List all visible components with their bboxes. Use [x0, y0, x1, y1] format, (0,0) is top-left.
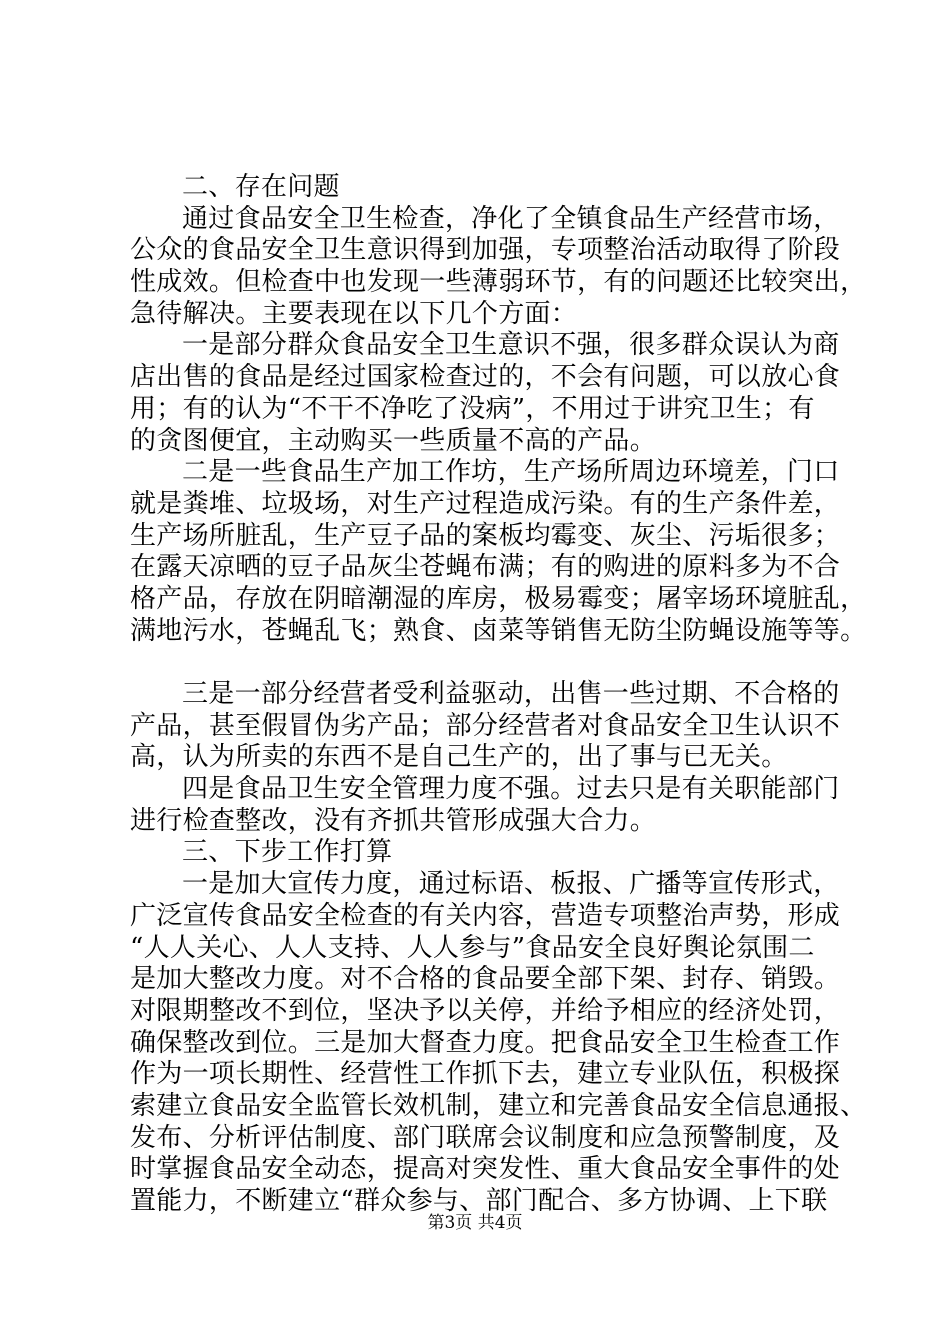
paragraph-line: 发布、分析评估制度、部门联席会议制度和应急预警制度，及 [130, 1122, 841, 1153]
paragraph-line: 进行检查整改，没有齐抓共管形成强大合力。 [130, 805, 657, 836]
paragraph-line: 急待解决。主要表现在以下几个方面： [130, 298, 578, 329]
paragraph-line: 就是粪堆、垃圾场，对生产过程造成污染。有的生产条件差， [130, 488, 841, 519]
paragraph-line: 格产品，存放在阴暗潮湿的库房，极易霉变；屠宰场环境脏乱， [130, 583, 867, 614]
paragraph-line: 通过食品安全卫生检查，净化了全镇食品生产经营市场， [182, 203, 840, 234]
paragraph-line: 作为一项长期性、经营性工作抓下去，建立专业队伍，积极探 [130, 1059, 841, 1090]
paragraph-line: 一是加大宣传力度，通过标语、板报、广播等宣传形式， [182, 869, 840, 900]
paragraph-line: 公众的食品安全卫生意识得到加强，专项整治活动取得了阶段 [130, 235, 841, 266]
paragraph-line: 一是部分群众食品安全卫生意识不强，很多群众误认为商 [182, 330, 840, 361]
paragraph-line: 确保整改到位。三是加大督查力度。把食品安全卫生检查工作 [130, 1027, 841, 1058]
paragraph-line: 广泛宣传食品安全检查的有关内容，营造专项整治声势，形成 [130, 900, 841, 931]
paragraph-line: 产品，甚至假冒伪劣产品；部分经营者对食品安全卫生认识不 [130, 710, 841, 741]
paragraph-line: 对限期整改不到位，坚决予以关停，并给予相应的经济处罚， [130, 995, 841, 1026]
paragraph-line: 的贪图便宜，主动购买一些质量不高的产品。 [130, 425, 657, 456]
section-heading-next-steps: 三、下步工作打算 [182, 837, 393, 868]
section-heading-problems: 二、存在问题 [182, 172, 340, 202]
paragraph-line: 三是一部分经营者受利益驱动，出售一些过期、不合格的 [182, 679, 840, 709]
paragraph-line: 是加大整改力度。对不合格的食品要全部下架、封存、销毁。 [130, 964, 841, 995]
document-body [130, 172, 867, 1218]
paragraph-line: 索建立食品安全监管长效机制，建立和完善食品安全信息通报、 [130, 1090, 867, 1121]
paragraph-line: 四是食品卫生安全管理力度不强。过去只是有关职能部门 [182, 774, 840, 805]
paragraph-line: 高，认为所卖的东西不是自己生产的，出了事与已无关。 [130, 742, 788, 773]
paragraph-line: 满地污水，苍蝇乱飞；熟食、卤菜等销售无防尘防蝇设施等等。 [130, 615, 867, 646]
paragraph-line: 时掌握食品安全动态，提高对突发性、重大食品安全事件的处 [130, 1154, 841, 1185]
paragraph-line: 性成效。但检查中也发现一些薄弱环节，有的问题还比较突出， [130, 267, 867, 298]
paragraph-line: 二是一些食品生产加工作坊，生产场所周边环境差，门口 [182, 457, 840, 488]
paragraph-line: 置能力，不断建立“群众参与、部门配合、多方协调、上下联 [130, 1186, 828, 1216]
paragraph-line: “人人关心、人人支持、人人参与”食品安全良好舆论氛围二 [130, 932, 815, 963]
blank-line [130, 647, 842, 679]
paragraph-line: 生产场所脏乱，生产豆子品的案板均霉变、灰尘、污垢很多； [130, 520, 841, 551]
paragraph-line: 店出售的食品是经过国家检查过的，不会有问题，可以放心食 [130, 362, 841, 393]
page-number-footer: 第3页 共4页 [427, 1213, 523, 1233]
paragraph-line: 用；有的认为“不干不净吃了没病”，不用过于讲究卫生；有 [130, 393, 815, 424]
paragraph-line: 在露天凉晒的豆子品灰尘苍蝇布满；有的购进的原料多为不合 [130, 552, 841, 583]
